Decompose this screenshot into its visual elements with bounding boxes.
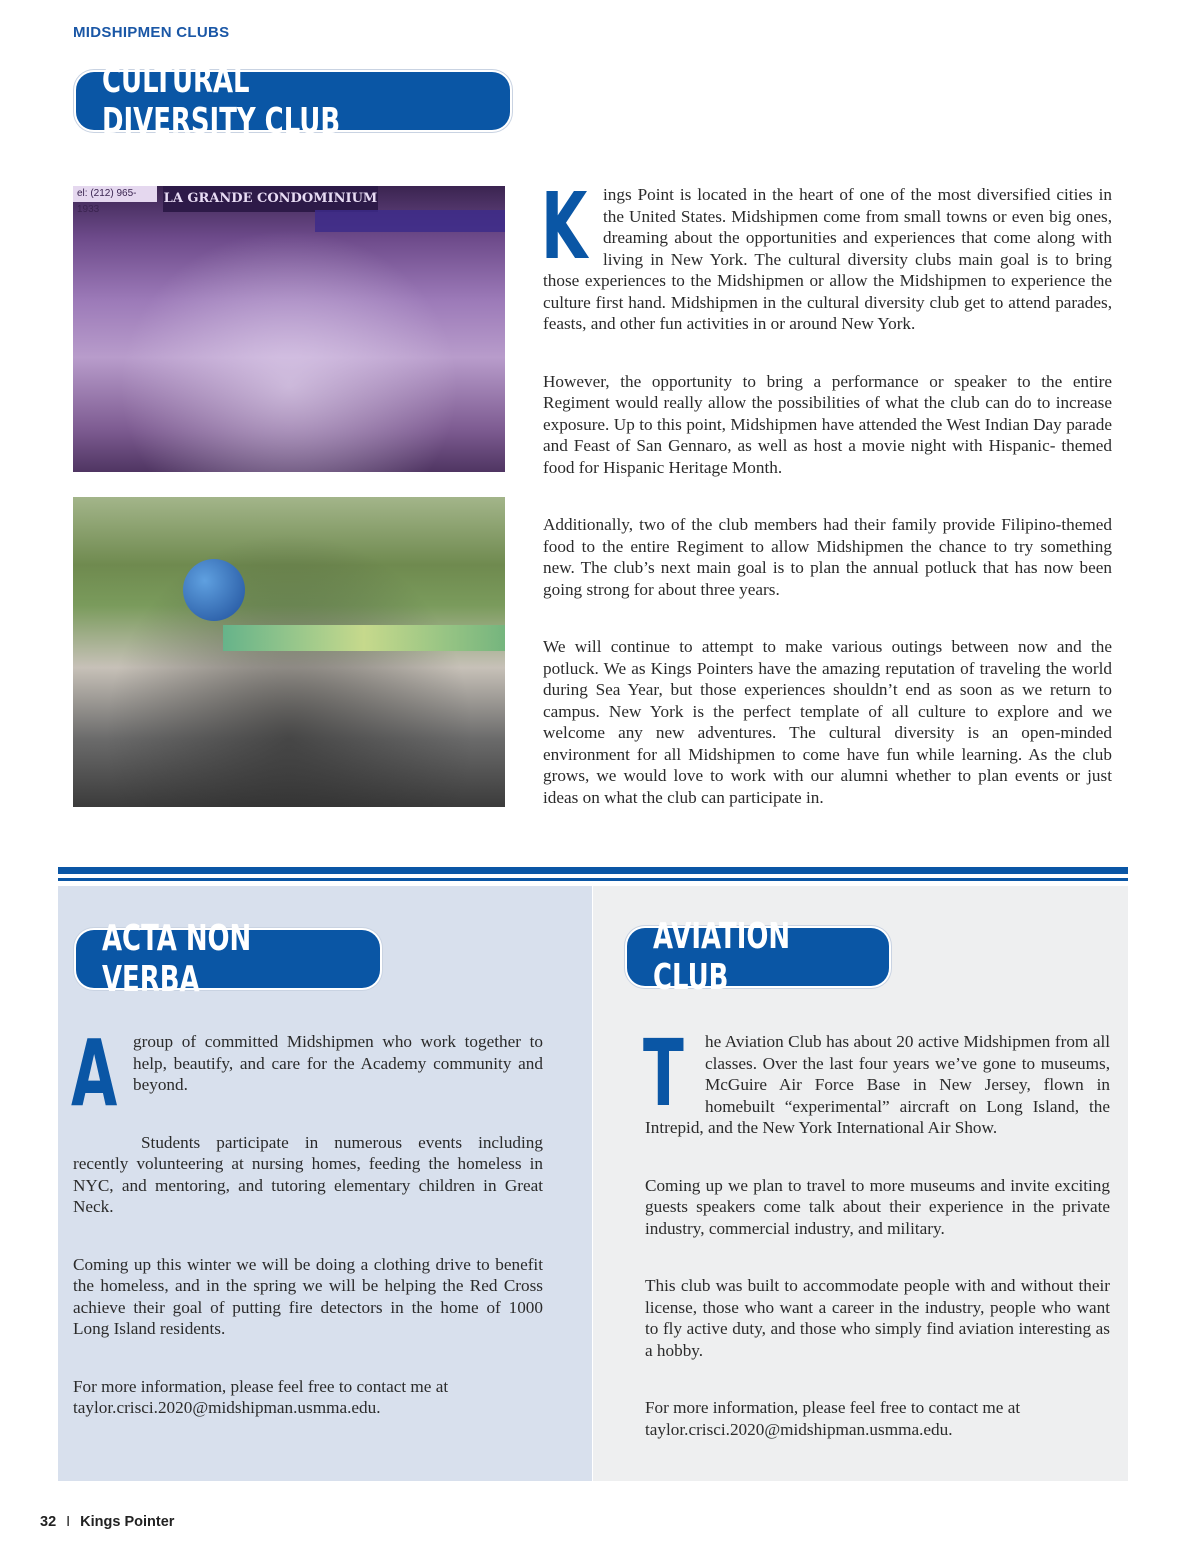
article-paragraph: Coming up we plan to travel to more museums and invite exciting guests speakers come talk about their experience in the private industry, commercial industry, and military. xyxy=(645,1175,1110,1238)
article-paragraph: Students participate in numerous events including recently volunteering at nursing homes, feeding the homeless in NYC, and mentoring, and tutoring elementary children in Great Neck. xyxy=(73,1132,543,1216)
photo-phone-sign: el: (212) 965-1933 xyxy=(73,186,157,202)
float-banner xyxy=(223,625,505,651)
photo-condominium-sign: LA GRANDE CONDOMINIUM xyxy=(163,186,378,212)
article-paragraph xyxy=(71,1020,543,1127)
acta-article xyxy=(71,1020,543,1455)
festival-group-photo xyxy=(73,497,505,807)
article-paragraph-text: he Aviation Club has about 20 active Midshipmen from all classes. Over the last four years we’ve gone to museums, McGuire Air Force Base in New Jersey, flown in homebuilt “experimental” aircraft on Long Island, the Intrepid, and the New York International Air Show. xyxy=(645,1032,1110,1137)
globe-balloon-icon xyxy=(183,559,245,621)
contact-paragraph: For more information, please feel free to contact me at taylor.crisci.2020@midshipman.usmma.edu. xyxy=(645,1398,1021,1439)
page-footer xyxy=(40,1514,174,1530)
article-paragraph: However, the opportunity to bring a performance or speaker to the entire Regiment would really allow the possibilities of what the club can do to increase exposure. Up to this point, Midshipmen have attended the West Indian Day parade and Feast of San Gennaro, as well as host a movie night with Hispanic- themed food for Hispanic Heritage Month. xyxy=(543,371,1112,477)
article-paragraph xyxy=(541,173,1112,335)
parade-group-photo xyxy=(73,186,505,472)
aviation-title-text: AVIATION CLUB xyxy=(653,916,791,998)
contact-paragraph: For more information, please feel free to contact me at taylor.crisci.2020@midshipman.usmma.edu. xyxy=(73,1376,449,1417)
acta-non-verba-title xyxy=(76,918,380,1000)
article-paragraph: Coming up this winter we will be doing a clothing drive to benefit the homeless, and in the spring we will be helping the Red Cross achieve their goal of putting fire detectors in the home of 1000 Long Island residents. xyxy=(73,1254,543,1338)
acta-title-text: ACTA NON VERBA xyxy=(102,918,252,1000)
dropcap-t: T xyxy=(643,1020,684,1127)
article-paragraph-text: ings Point is located in the heart of one of the most diversified cities in the United States. Midshipmen come from small towns or even big ones, dreaming about the opportunities and experiences that come along with living in New York. The cultural diversity clubs main goal is to bring those experiences to the Midshipmen or allow the Midshipmen to experience the culture first hand. Midshipmen in the cultural diversity club get to attend parades, feasts, and other fun activities in or around New York. xyxy=(543,185,1112,333)
divider-thick xyxy=(58,867,1128,874)
publication-name: Kings Pointer xyxy=(80,1514,175,1530)
aviation-club-title xyxy=(627,916,889,998)
article-paragraph: We will continue to attempt to make various outings between now and the potluck. We as Kings Pointers have the amazing reputation of traveling the world during Sea Year, but those experiences shouldn’t end as soon as we return to campus. New York is the perfect template of all culture to explore and we welcome any new adventures. The cultural diversity is an open-minded environment for all Midshipmen to come have fun while learning. As the club grows, we would love to work with our alumni whether to plan events or just ideas on what the club can participate in. xyxy=(543,637,1112,807)
dropcap-k: K xyxy=(541,173,588,280)
page-number: 32 xyxy=(40,1514,57,1530)
section-label: MIDSHIPMEN CLUBS xyxy=(73,24,230,41)
cultural-diversity-title-text: CULTURAL DIVERSITY CLUB xyxy=(102,60,341,142)
cultural-diversity-title xyxy=(76,60,510,142)
cultural-diversity-article xyxy=(541,173,1112,844)
article-paragraph: This club was built to accommodate people with and without their license, those who want a career in the industry, people who want to fly active duty, and those who simply find aviation interesting as a hobby. xyxy=(645,1276,1110,1360)
article-paragraph xyxy=(643,1020,1110,1139)
article-paragraph: Additionally, two of the club members had their family provide Filipino-themed food to the entire Regiment to allow Midshipmen the chance to try something new. The club’s next main goal is to plan the annual potluck that has now been going strong for about three years. xyxy=(543,515,1112,599)
photo-awning xyxy=(315,210,505,232)
aviation-article xyxy=(643,1020,1110,1476)
footer-separator: I xyxy=(66,1514,71,1530)
dropcap-a: A xyxy=(71,1020,118,1127)
article-paragraph-text: group of committed Midshipmen who work together to help, beautify, and care for the Academy community and beyond. xyxy=(133,1032,543,1094)
divider-thin xyxy=(58,878,1128,881)
